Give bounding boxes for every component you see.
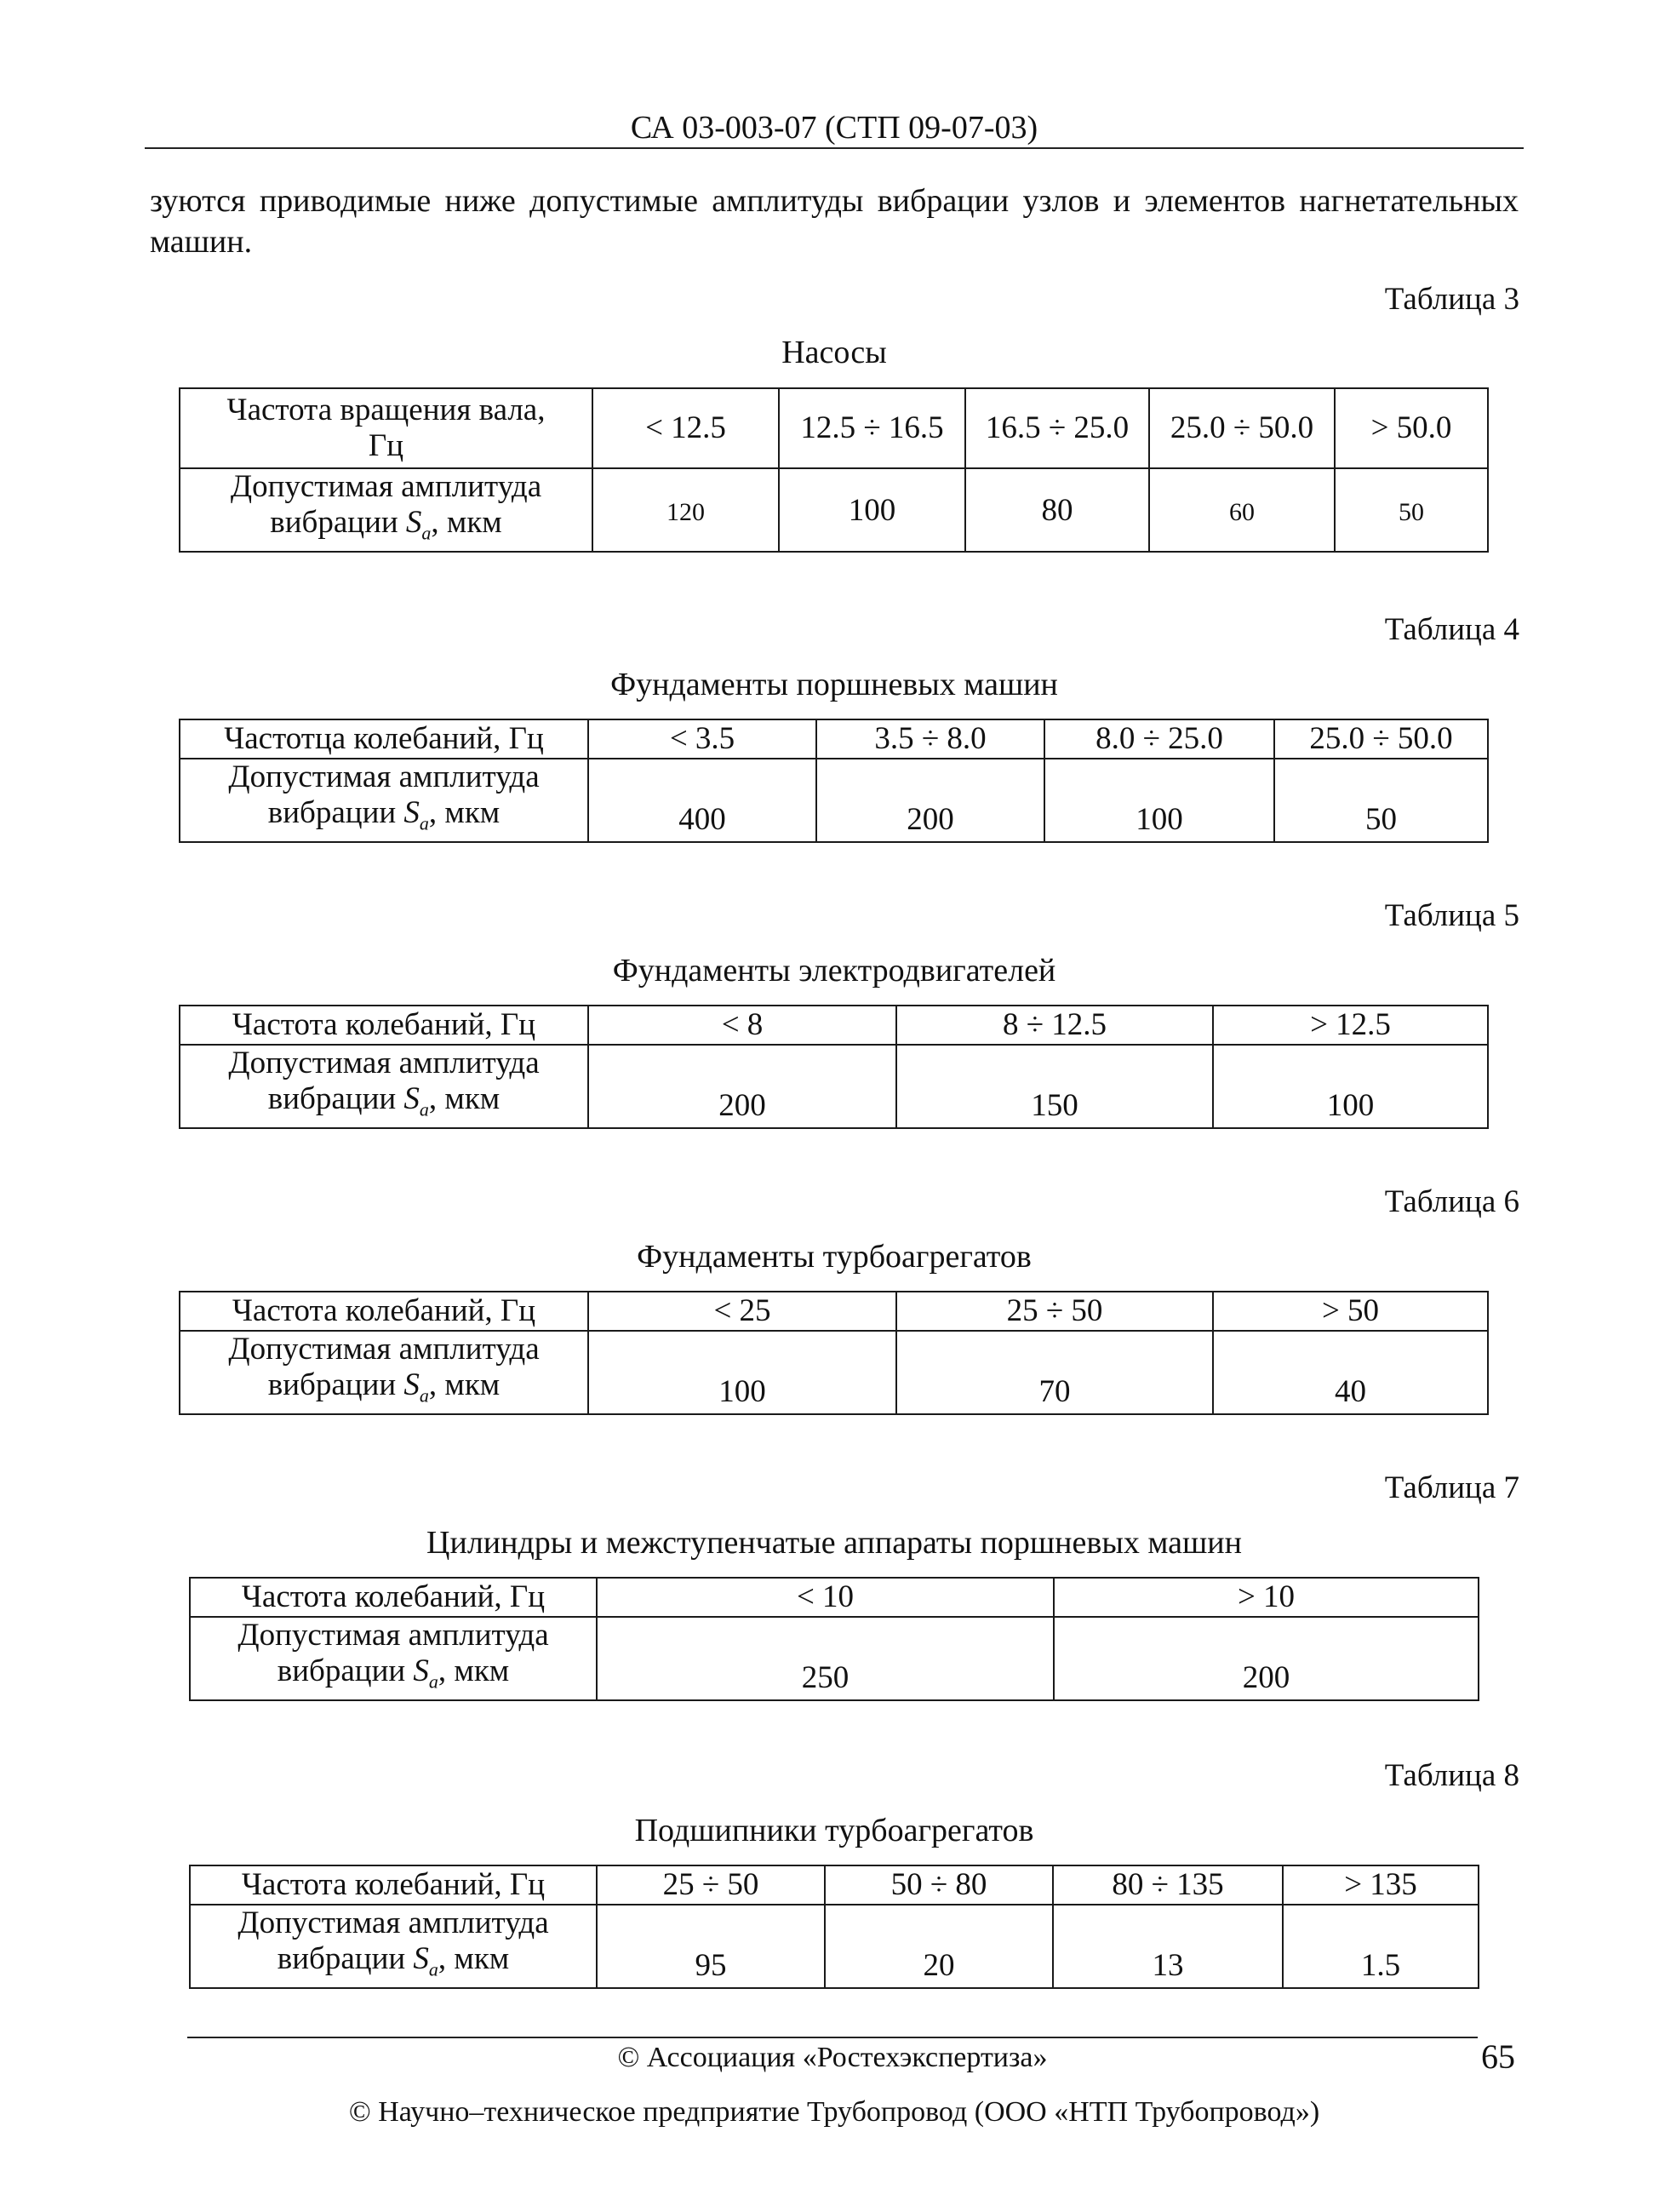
table-4-value: 100 [1044, 759, 1274, 842]
table-5-label: Таблица 5 [1384, 898, 1519, 933]
table-5-range: > 12.5 [1213, 1006, 1488, 1045]
document-header: СА 03-003-07 (СТП 09-07-03) [630, 110, 1038, 146]
table-4-range: 25.0 ÷ 50.0 [1274, 719, 1488, 759]
table-6-amplitude-header [180, 1331, 588, 1414]
table-8-value: 20 [825, 1905, 1053, 1988]
table-4-frequency-header: Частотца колебаний, Гц [180, 719, 588, 759]
table-8-frequency-header: Частота колебаний, Гц [190, 1865, 597, 1905]
amplitude-unit: , мкм [428, 1081, 501, 1116]
table-3-value [1149, 468, 1335, 552]
amplitude-label-prefix: вибрации [267, 1367, 404, 1402]
table-8-value: 95 [597, 1905, 825, 1988]
table-5-frequency-header: Частота колебаний, Гц [180, 1006, 588, 1045]
page-number: 65 [1481, 2037, 1515, 2076]
table-4-value: 400 [588, 759, 816, 842]
table-3-frequency-header [180, 388, 592, 468]
table-6-range: 25 ÷ 50 [896, 1292, 1213, 1331]
table-7-range: > 10 [1054, 1578, 1479, 1617]
table-3-title: Насосы [781, 335, 887, 370]
amplitude-unit: , мкм [428, 795, 501, 830]
value-text: 50 [1399, 497, 1424, 526]
amplitude-symbol [403, 795, 429, 834]
table-8-label: Таблица 8 [1384, 1758, 1519, 1793]
table-7-frequency-header: Частота колебаний, Гц [190, 1578, 597, 1617]
amplitude-symbol-letter: S [403, 795, 420, 830]
table-7-amplitude-header [190, 1617, 597, 1700]
table-8-range: 80 ÷ 135 [1053, 1865, 1283, 1905]
table-3-value [592, 468, 779, 552]
value-text: 120 [666, 497, 705, 526]
table-7 [189, 1577, 1479, 1701]
table-4-title: Фундаменты поршневых машин [610, 667, 1058, 702]
amplitude-label-prefix: вибрации [270, 505, 406, 540]
amplitude-symbol-letter: S [413, 1941, 429, 1976]
amplitude-unit: , мкм [431, 505, 502, 540]
table-6-label: Таблица 6 [1384, 1184, 1519, 1219]
table-3-range: 12.5 ÷ 16.5 [779, 388, 965, 468]
table-4-value: 200 [816, 759, 1044, 842]
amplitude-label-line1: Допустимая амплитуда [228, 759, 540, 794]
amplitude-symbol [413, 1941, 438, 1980]
amplitude-symbol-subscript: a [419, 812, 429, 834]
table-6-range: < 25 [588, 1292, 896, 1331]
table-7-title: Цилиндры и межступенчатые аппараты поршневых машин [426, 1525, 1242, 1561]
table-6-value: 40 [1213, 1331, 1488, 1414]
footer-rule [187, 2037, 1478, 2038]
table-3-value: 80 [965, 468, 1149, 552]
amplitude-label-line1: Допустимая амплитуда [228, 1332, 540, 1367]
table-5-amplitude-header [180, 1045, 588, 1128]
header-rule [145, 147, 1524, 149]
table-4-range: 8.0 ÷ 25.0 [1044, 719, 1274, 759]
table-4-range: 3.5 ÷ 8.0 [816, 719, 1044, 759]
amplitude-symbol-letter: S [405, 505, 422, 540]
amplitude-label-prefix: вибрации [267, 1081, 404, 1116]
table-8-range: > 135 [1283, 1865, 1479, 1905]
table-3-amplitude-header [180, 468, 592, 552]
table-6 [179, 1291, 1489, 1415]
amplitude-symbol-letter: S [403, 1081, 420, 1116]
table-7-label: Таблица 7 [1384, 1470, 1519, 1505]
table-4 [179, 719, 1489, 843]
table-5-value: 150 [896, 1045, 1213, 1128]
table-5-value: 100 [1213, 1045, 1488, 1128]
footer-association: © Ассоциация «Ростехэкспертиза» [617, 2042, 1048, 2073]
table-4-range: < 3.5 [588, 719, 816, 759]
table-3-range: < 12.5 [592, 388, 779, 468]
table-8 [189, 1865, 1479, 1989]
amplitude-label-line1: Допустимая амплитуда [228, 1046, 540, 1080]
freq-label-line2: Гц [368, 428, 404, 463]
table-5-value: 200 [588, 1045, 896, 1128]
amplitude-symbol-subscript: a [419, 1384, 429, 1407]
amplitude-unit: , мкм [438, 1941, 510, 1976]
amplitude-label-prefix: вибрации [267, 795, 404, 830]
amplitude-symbol-subscript: a [428, 1670, 438, 1693]
table-5 [179, 1005, 1489, 1129]
footer-enterprise: © Научно–техническое предприятие Трубопровод (ООО «НТП Трубопровод») [348, 2096, 1320, 2128]
table-3-value: 100 [779, 468, 965, 552]
amplitude-symbol-letter: S [413, 1653, 429, 1688]
amplitude-symbol [413, 1653, 438, 1693]
table-3-range: 16.5 ÷ 25.0 [965, 388, 1149, 468]
table-8-range: 25 ÷ 50 [597, 1865, 825, 1905]
amplitude-symbol [405, 505, 432, 544]
table-3-value [1335, 468, 1488, 552]
amplitude-unit: , мкм [428, 1367, 501, 1402]
table-4-value: 50 [1274, 759, 1488, 842]
table-4-label: Таблица 4 [1384, 612, 1519, 647]
table-8-amplitude-header [190, 1905, 597, 1988]
freq-label-line1: Частота вращения вала, [226, 393, 546, 427]
table-8-value: 1.5 [1283, 1905, 1479, 1988]
amplitude-symbol-subscript: a [428, 1958, 438, 1980]
table-6-value: 70 [896, 1331, 1213, 1414]
table-3-label: Таблица 3 [1384, 282, 1519, 317]
value-text: 60 [1229, 497, 1255, 526]
amplitude-label-prefix: вибрации [277, 1653, 414, 1688]
amplitude-unit: , мкм [438, 1653, 510, 1688]
amplitude-label-prefix: вибрации [277, 1941, 414, 1976]
table-6-range: > 50 [1213, 1292, 1488, 1331]
table-5-range: 8 ÷ 12.5 [896, 1006, 1213, 1045]
amplitude-label-line1: Допустимая амплитуда [237, 1618, 549, 1653]
table-6-title: Фундаменты турбоагрегатов [637, 1239, 1032, 1275]
amplitude-symbol-letter: S [403, 1367, 420, 1402]
table-8-value: 13 [1053, 1905, 1283, 1988]
amplitude-symbol-subscript: a [421, 522, 432, 544]
amplitude-symbol-subscript: a [419, 1098, 429, 1120]
table-3-range: > 50.0 [1335, 388, 1488, 468]
table-5-title: Фундаменты электродвигателей [612, 953, 1056, 989]
intro-paragraph: зуются приводимые ниже допустимые амплитуды вибрации узлов и элементов нагнетательных машин. [150, 183, 1519, 260]
amplitude-symbol [403, 1367, 429, 1407]
table-7-value: 250 [597, 1617, 1054, 1700]
table-8-range: 50 ÷ 80 [825, 1865, 1053, 1905]
table-4-amplitude-header [180, 759, 588, 842]
amplitude-symbol [403, 1081, 429, 1120]
table-8-title: Подшипники турбоагрегатов [634, 1813, 1034, 1848]
table-7-range: < 10 [597, 1578, 1054, 1617]
amplitude-label-line1: Допустимая амплитуда [230, 469, 542, 504]
table-6-frequency-header: Частота колебаний, Гц [180, 1292, 588, 1331]
table-6-value: 100 [588, 1331, 896, 1414]
table-3 [179, 387, 1489, 553]
amplitude-label-line1: Допустимая амплитуда [237, 1905, 549, 1940]
table-3-range: 25.0 ÷ 50.0 [1149, 388, 1335, 468]
table-7-value: 200 [1054, 1617, 1479, 1700]
table-5-range: < 8 [588, 1006, 896, 1045]
